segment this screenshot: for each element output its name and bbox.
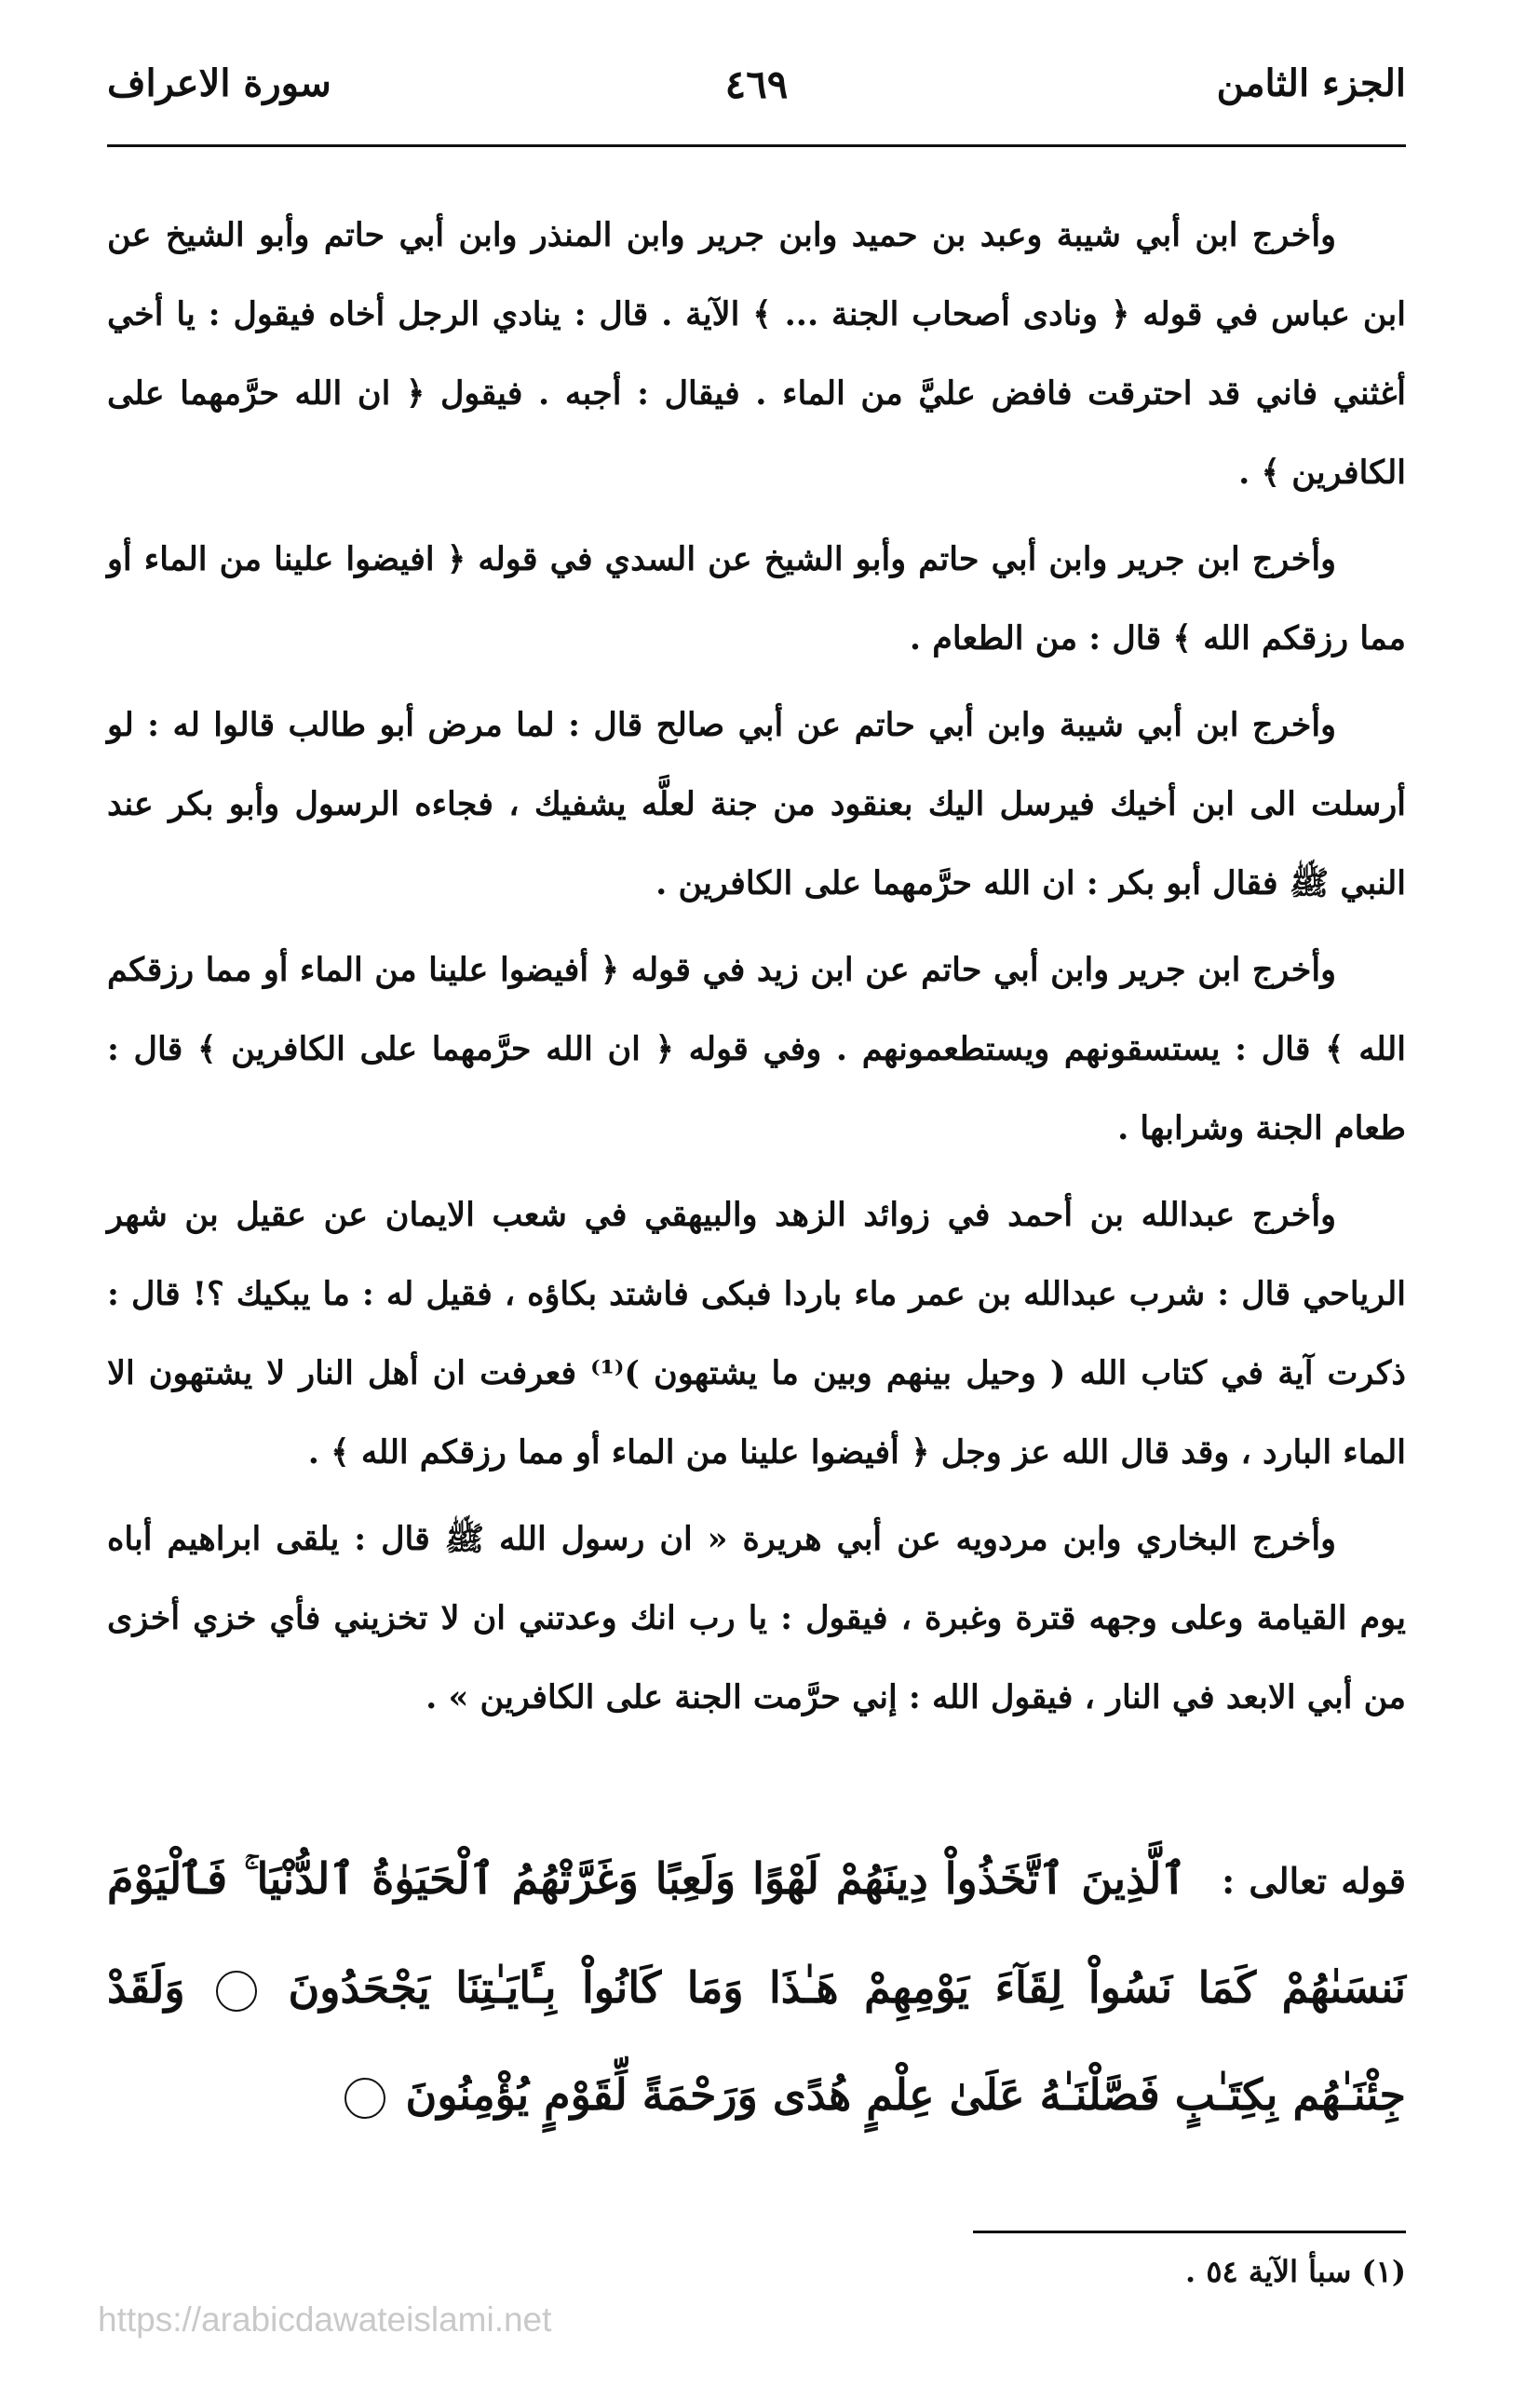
paragraph: وأخرج ابن جرير وابن أبي حاتم عن ابن زيد في قوله ﴿ أفيضوا علينا من الماء أو مما رزقكم الله ﴾ قال : يستسقونهم ويستطعمونهم . وفي قوله ﴿ ان الله حرَّمهما على الكافرين ﴾ قال : طعام الجنة وشرابها . — [107, 951, 1406, 1147]
watermark-url: https://arabicdawateislami.net — [98, 2300, 552, 2339]
paragraph: وأخرج ابن جرير وابن أبي حاتم وأبو الشيخ عن السدي في قوله ﴿ افيضوا علينا من الماء أو مما رزقكم الله ﴾ قال : من الطعام . — [107, 540, 1406, 658]
footnote-divider — [973, 2231, 1406, 2233]
quran-verse-block — [107, 1825, 1406, 2149]
header-divider — [107, 144, 1406, 147]
quran-label: قوله تعالى : — [1222, 1860, 1406, 1902]
page-number: ٤٦٩ — [724, 61, 789, 107]
header-surah-title: سورة الاعراف — [107, 61, 331, 105]
paragraph: وأخرج عبدالله بن أحمد في زوائد الزهد والبيهقي في شعب الايمان عن عقيل بن شهر الرياحي قال : شرب عبدالله بن عمر ماء باردا فبكى فاشتد بكاؤه ، فقيل له : ما يبكيك ؟! قال : ذكرت آية في كتاب الله ( وحيل بينهم وبين ما يشتهون )⁽¹⁾ فعرفت ان أهل النار لا يشتهون الا الماء البارد ، وقد قال الله عز وجل ﴿ أفيضوا علينا من الماء أو مما رزقكم الله ﴾ . — [107, 1196, 1406, 1472]
ayah-end-icon — [216, 1971, 257, 2012]
paragraph: وأخرج ابن أبي شيبة وابن أبي حاتم عن أبي صالح قال : لما مرض أبو طالب قالوا له : لو أرسلت الى ابن أخيك فيرسل اليك بعنقود من جنة لعلَّه يشفيك ، فجاءه الرسول وأبو بكر عند النبي ﷺ فقال أبو بكر : ان الله حرَّمهما على الكافرين . — [107, 706, 1406, 902]
running-header — [107, 56, 1406, 121]
quran-verse-part-1: ٱلَّذِينَ ٱتَّخَذُواْ دِينَهُمْ لَهْوًا وَلَعِبًا وَغَرَّتْهُمُ ٱلْحَيَوٰةُ ٱلدُّنْيَا ۚ فَٱلْيَوْمَ نَنسَىٰهُمْ كَمَا نَسُواْ لِقَآءَ يَوْمِهِمْ هَـٰذَا وَمَا كَانُواْ بِـَٔايَـٰتِنَا يَجْحَدُونَ — [107, 1853, 1406, 2013]
quran-verse — [107, 1825, 1406, 2149]
paragraph: وأخرج ابن أبي شيبة وعبد بن حميد وابن جرير وابن المنذر وابن أبي حاتم وأبو الشيخ عن ابن عباس في قوله ﴿ ونادى أصحاب الجنة ... ﴾ الآية . قال : ينادي الرجل أخاه فيقول : يا أخي أغثني فاني قد احترقت فافض عليَّ من الماء . فيقال : أجبه . فيقول ﴿ ان الله حرَّمهما على الكافرين ﴾ . — [107, 216, 1406, 492]
header-part-title: الجزء الثامن — [1216, 61, 1406, 105]
ayah-end-icon — [344, 2078, 385, 2119]
quran-verse-part-2: وَلَقَدْ جِئْنَـٰهُم بِكِتَـٰبٍ فَصَّلْنَـٰهُ عَلَىٰ عِلْمٍ هُدًى وَرَحْمَةً لِّقَوْمٍ يُؤْمِنُونَ — [107, 1962, 1406, 2120]
commentary-body — [107, 196, 1406, 1744]
footnote: (١) سبأ الآية ٥٤ . — [1185, 2254, 1406, 2289]
paragraph: وأخرج البخاري وابن مردويه عن أبي هريرة « ان رسول الله ﷺ قال : يلقى ابراهيم أباه يوم القيامة وعلى وجهه قترة وغبرة ، فيقول : يا رب انك وعدتني ان لا تخزيني فأي خزي أخزى من أبي الابعد في النار ، فيقول الله : إني حرَّمت الجنة على الكافرين » . — [107, 1520, 1406, 1716]
